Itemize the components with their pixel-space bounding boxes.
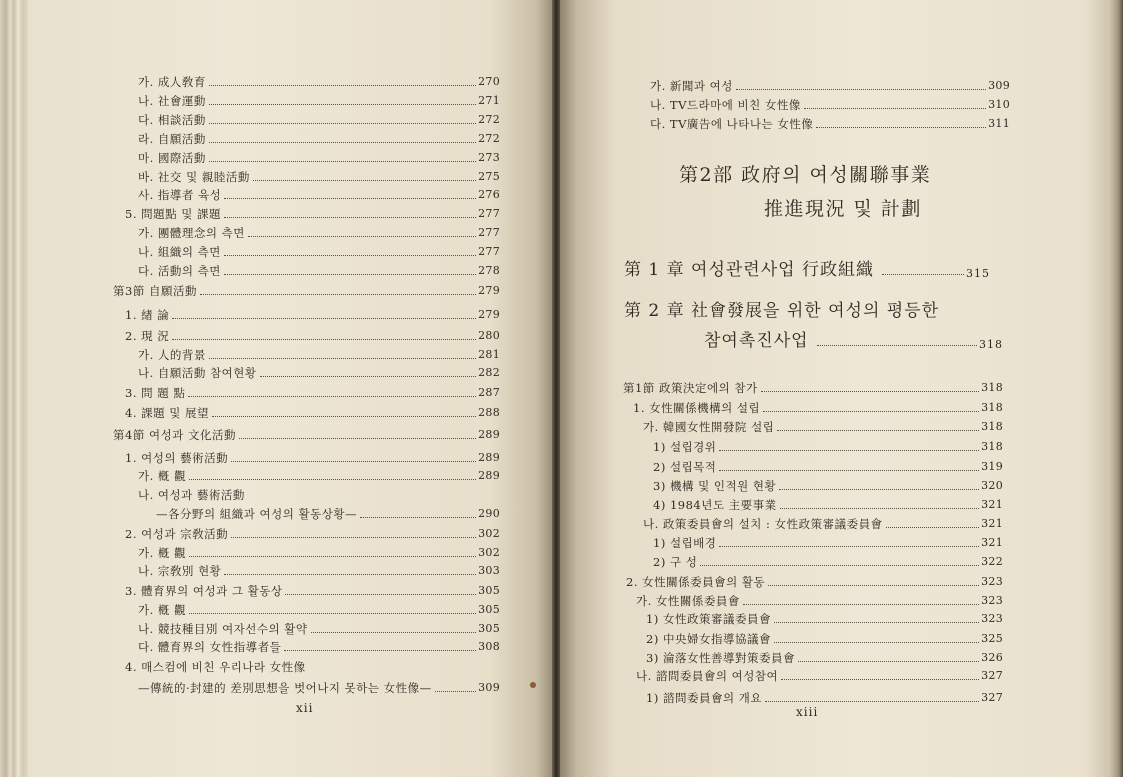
part-heading-line2: 推進現況 및 計劃 bbox=[764, 198, 922, 220]
leader-dots bbox=[172, 318, 476, 319]
leader-dots bbox=[224, 274, 476, 275]
toc-entry-page: 323 bbox=[981, 594, 1003, 607]
leader-dots bbox=[231, 537, 476, 538]
leader-dots bbox=[768, 585, 979, 586]
toc-entry bbox=[138, 679, 500, 695]
toc-entry bbox=[650, 96, 1010, 112]
toc-entry bbox=[125, 658, 306, 674]
toc-entry-page: 272 bbox=[478, 132, 500, 145]
toc-entry bbox=[113, 282, 500, 298]
toc-entry-title: 가. 成人敎育 bbox=[138, 75, 206, 89]
leader-dots bbox=[765, 701, 979, 702]
toc-entry-page: 325 bbox=[981, 632, 1003, 645]
leader-dots bbox=[781, 679, 979, 680]
toc-entry-title: 2) 中央婦女指導協議會 bbox=[646, 632, 771, 646]
leader-dots bbox=[761, 391, 980, 392]
toc-entry-page: 289 bbox=[478, 428, 500, 441]
chapter-1-title: 第 1 章 여성관련사업 行政組織 bbox=[624, 260, 874, 280]
leader-dots bbox=[284, 650, 476, 651]
toc-entry-page: 309 bbox=[988, 79, 1010, 92]
leader-dots bbox=[248, 236, 476, 237]
toc-entry-page: 281 bbox=[478, 348, 500, 361]
toc-entry-page: 302 bbox=[478, 546, 500, 559]
leader-dots bbox=[736, 89, 986, 90]
toc-entry-title: 나. 宗敎別 현황 bbox=[138, 564, 222, 578]
chapter-1-page: 315 bbox=[966, 267, 990, 280]
leader-dots bbox=[212, 416, 476, 417]
chapter-2-page: 318 bbox=[979, 338, 1003, 351]
toc-entry-title: 마. 國際活動 bbox=[138, 151, 206, 165]
toc-entry-title: 나. TV드라마에 비친 女性像 bbox=[650, 98, 801, 112]
toc-entry-title: 3. 問 題 點 bbox=[125, 386, 186, 400]
leader-dots bbox=[285, 594, 476, 595]
toc-entry bbox=[636, 667, 1003, 683]
toc-entry-page: 319 bbox=[981, 460, 1003, 473]
book-page-edges-right bbox=[1108, 0, 1123, 777]
page-number-left: xii bbox=[296, 701, 314, 715]
leader-dots bbox=[719, 546, 979, 547]
leader-dots bbox=[780, 508, 979, 509]
leader-dots bbox=[816, 127, 986, 128]
toc-entry-title: 5. 問題點 및 課題 bbox=[125, 207, 222, 221]
leader-dots bbox=[209, 161, 476, 162]
leader-dots bbox=[224, 255, 476, 256]
toc-entry-page: 318 bbox=[981, 401, 1003, 414]
toc-entry-title: 3. 體育界의 여성과 그 활동상 bbox=[125, 584, 283, 598]
toc-entry-page: 275 bbox=[478, 170, 500, 183]
toc-entry bbox=[646, 649, 1003, 665]
leader-dots bbox=[224, 198, 476, 199]
toc-entry-title: 2) 구 성 bbox=[653, 555, 698, 569]
leader-dots bbox=[435, 691, 476, 692]
toc-entry bbox=[653, 553, 1003, 569]
toc-entry bbox=[138, 364, 500, 380]
toc-entry bbox=[138, 562, 500, 578]
toc-entry bbox=[125, 205, 500, 221]
toc-entry bbox=[653, 534, 1003, 550]
toc-entry bbox=[646, 610, 1003, 626]
toc-entry-page: 270 bbox=[478, 75, 500, 88]
toc-entry bbox=[626, 573, 1003, 589]
toc-entry-title: 第1節 政策決定에의 참가 bbox=[623, 381, 758, 395]
leader-dots bbox=[777, 430, 979, 431]
toc-entry bbox=[623, 379, 1003, 395]
toc-entry-title: 나. 組織의 측면 bbox=[138, 245, 221, 259]
leader-dots bbox=[189, 613, 476, 614]
leader-dots bbox=[224, 217, 476, 218]
toc-entry-title: 라. 自願活動 bbox=[138, 132, 206, 146]
leader-dots bbox=[886, 527, 980, 528]
toc-entry-title: 다. 體育界의 女性指導者들 bbox=[138, 640, 282, 654]
toc-entry-page: 271 bbox=[478, 94, 500, 107]
leader-dots bbox=[779, 489, 979, 490]
leader-dots bbox=[231, 461, 476, 462]
toc-entry-page: 321 bbox=[981, 498, 1003, 511]
toc-entry-title: 다. 相談活動 bbox=[138, 113, 206, 127]
toc-entry bbox=[138, 168, 500, 184]
toc-entry-title: 다. TV廣告에 나타나는 女性像 bbox=[650, 117, 814, 131]
toc-entry-title: 가. 女性關係委員會 bbox=[636, 594, 740, 608]
toc-entry bbox=[646, 689, 1003, 705]
leader-dots bbox=[763, 411, 979, 412]
toc-entry-page: 308 bbox=[478, 640, 500, 653]
toc-entry bbox=[138, 243, 500, 259]
toc-entry bbox=[125, 327, 500, 343]
toc-entry-title: 1. 女性關係機構의 설립 bbox=[633, 401, 761, 415]
toc-entry-page: 272 bbox=[478, 113, 500, 126]
toc-entry-title: 1. 緖 論 bbox=[125, 308, 170, 322]
chapter-2-title-line1: 第 2 章 社會發展을 위한 여성의 평등한 bbox=[624, 301, 940, 321]
toc-entry bbox=[138, 486, 245, 502]
toc-entry-title: 3) 淪落女性善導對策委員會 bbox=[646, 651, 795, 665]
leader-dots bbox=[189, 479, 476, 480]
toc-entry-page: 321 bbox=[981, 517, 1003, 530]
toc-entry-page: 305 bbox=[478, 622, 500, 635]
toc-entry-page: 322 bbox=[981, 555, 1003, 568]
leader-dots bbox=[774, 622, 979, 623]
toc-entry bbox=[650, 77, 1010, 93]
toc-entry bbox=[138, 186, 500, 202]
toc-entry-title: 가. 槪 觀 bbox=[138, 546, 187, 560]
toc-entry bbox=[125, 582, 500, 598]
leader-dots bbox=[817, 345, 977, 346]
toc-entry-title: 2) 설립목적 bbox=[653, 460, 717, 474]
toc-entry bbox=[646, 630, 1003, 646]
toc-entry bbox=[113, 426, 500, 442]
toc-entry-page: 309 bbox=[478, 681, 500, 694]
toc-entry-page: 321 bbox=[981, 536, 1003, 549]
toc-entry-page: 318 bbox=[981, 420, 1003, 433]
right-page bbox=[560, 0, 1108, 777]
toc-entry bbox=[138, 130, 500, 146]
toc-entry bbox=[138, 544, 500, 560]
leader-dots bbox=[700, 565, 979, 566]
toc-entry bbox=[125, 525, 500, 541]
toc-entry bbox=[138, 149, 500, 165]
toc-entry-page: 323 bbox=[981, 575, 1003, 588]
toc-entry bbox=[653, 458, 1003, 474]
chapter-2-line2 bbox=[704, 326, 1003, 351]
toc-entry bbox=[138, 638, 500, 654]
leader-dots bbox=[209, 142, 476, 143]
toc-entry-title: 2. 여성과 宗敎活動 bbox=[125, 527, 229, 541]
toc-entry-page: 279 bbox=[478, 308, 500, 321]
toc-entry bbox=[650, 115, 1010, 131]
toc-entry bbox=[636, 592, 1003, 608]
toc-entry-title: 2. 現 況 bbox=[125, 329, 170, 343]
toc-entry bbox=[138, 601, 500, 617]
toc-entry-title: 가. 槪 觀 bbox=[138, 603, 187, 617]
page-number-right: xiii bbox=[796, 705, 819, 719]
leader-dots bbox=[798, 661, 979, 662]
toc-entry-page: 289 bbox=[478, 469, 500, 482]
toc-entry-page: 277 bbox=[478, 207, 500, 220]
toc-entry-title: 나. 社會運動 bbox=[138, 94, 206, 108]
toc-entry bbox=[138, 111, 500, 127]
toc-entry-title: 1) 女性政策審議委員會 bbox=[646, 612, 771, 626]
toc-entry-page: 290 bbox=[478, 507, 500, 520]
toc-entry-page: 287 bbox=[478, 386, 500, 399]
toc-entry-page: 327 bbox=[981, 691, 1003, 704]
toc-entry-page: 305 bbox=[478, 603, 500, 616]
toc-entry-page: 289 bbox=[478, 451, 500, 464]
leader-dots bbox=[774, 642, 979, 643]
leader-dots bbox=[209, 85, 476, 86]
chapter-1-entry bbox=[624, 255, 990, 280]
toc-entry-title: 바. 社交 및 親睦活動 bbox=[138, 170, 250, 184]
leader-dots bbox=[311, 632, 477, 633]
book-page-edges-left bbox=[0, 0, 28, 777]
toc-entry-title: 2. 女性關係委員會의 활동 bbox=[626, 575, 766, 589]
toc-entry-title: 가. 新聞과 여성 bbox=[650, 79, 733, 93]
toc-entry-page: 273 bbox=[478, 151, 500, 164]
toc-entry bbox=[643, 515, 1003, 531]
toc-entry-title: 사. 指導者 육성 bbox=[138, 188, 222, 202]
leader-dots bbox=[882, 274, 964, 275]
toc-entry-page: 277 bbox=[478, 226, 500, 239]
toc-entry bbox=[138, 467, 500, 483]
toc-entry-title: 4. 課題 및 展望 bbox=[125, 406, 210, 420]
toc-entry bbox=[138, 262, 500, 278]
leader-dots bbox=[253, 180, 476, 181]
chapter-2-title-line2: 참여촉진사업 bbox=[704, 331, 809, 351]
leader-dots bbox=[200, 294, 476, 295]
toc-entry-page: 277 bbox=[478, 245, 500, 258]
toc-entry-page: 320 bbox=[981, 479, 1003, 492]
toc-entry-title: 第3節 自願活動 bbox=[113, 284, 197, 298]
toc-entry-page: 323 bbox=[981, 612, 1003, 625]
leader-dots bbox=[224, 574, 476, 575]
toc-entry-page: 278 bbox=[478, 264, 500, 277]
toc-entry-title: 3) 機構 및 인적원 현황 bbox=[653, 479, 777, 493]
toc-entry-title: 나. 競技種目別 여자선수의 활약 bbox=[138, 622, 308, 636]
part-heading-line1: 第2部 政府의 여성關聯事業 bbox=[679, 164, 932, 186]
toc-entry bbox=[138, 620, 500, 636]
toc-entry-page: 327 bbox=[981, 669, 1003, 682]
toc-entry bbox=[125, 404, 500, 420]
toc-entry bbox=[138, 73, 500, 89]
toc-entry-page: 311 bbox=[988, 117, 1010, 130]
leader-dots bbox=[239, 438, 476, 439]
toc-entry bbox=[653, 496, 1003, 512]
leader-dots bbox=[189, 556, 476, 557]
toc-entry-title: 4) 1984년도 主要事業 bbox=[653, 498, 777, 512]
toc-entry bbox=[138, 92, 500, 108]
toc-entry bbox=[138, 346, 500, 362]
toc-entry-title: 第4節 여성과 文化活動 bbox=[113, 428, 236, 442]
toc-entry-page: 282 bbox=[478, 366, 500, 379]
toc-entry-title: —各分野의 組織과 여성의 활동상황— bbox=[156, 507, 357, 521]
toc-entry-title: —傳統的·封建的 差別思想을 벗어나지 못하는 女性像— bbox=[138, 681, 432, 695]
toc-entry-title: 나. 여성과 藝術活動 bbox=[138, 488, 245, 502]
toc-entry-title: 가. 韓國女性開發院 설립 bbox=[643, 420, 775, 434]
toc-entry-title: 1. 여성의 藝術活動 bbox=[125, 451, 229, 465]
leader-dots bbox=[172, 339, 476, 340]
toc-entry bbox=[653, 438, 1003, 454]
leader-dots bbox=[743, 604, 979, 605]
toc-entry bbox=[156, 505, 500, 521]
leader-dots bbox=[804, 108, 986, 109]
toc-entry-title: 1) 설립경위 bbox=[653, 440, 717, 454]
toc-entry-title: 가. 人的背景 bbox=[138, 348, 206, 362]
toc-entry-page: 318 bbox=[981, 440, 1003, 453]
toc-entry-title: 가. 槪 觀 bbox=[138, 469, 187, 483]
toc-entry bbox=[643, 418, 1003, 434]
leader-dots bbox=[188, 396, 476, 397]
toc-entry bbox=[653, 477, 1003, 493]
toc-entry-page: 280 bbox=[478, 329, 500, 342]
toc-entry-page: 302 bbox=[478, 527, 500, 540]
leader-dots bbox=[209, 123, 476, 124]
toc-entry-page: 303 bbox=[478, 564, 500, 577]
ink-spot bbox=[530, 682, 536, 688]
leader-dots bbox=[360, 517, 476, 518]
toc-entry-page: 318 bbox=[981, 381, 1003, 394]
toc-entry-page: 310 bbox=[988, 98, 1010, 111]
leader-dots bbox=[209, 358, 476, 359]
toc-entry bbox=[125, 306, 500, 322]
chapter-2-line1 bbox=[624, 296, 939, 321]
toc-entry-page: 305 bbox=[478, 584, 500, 597]
toc-entry-page: 326 bbox=[981, 651, 1003, 664]
book-gutter bbox=[552, 0, 560, 777]
toc-entry bbox=[125, 384, 500, 400]
leader-dots bbox=[260, 376, 477, 377]
toc-entry-page: 276 bbox=[478, 188, 500, 201]
toc-entry-page: 279 bbox=[478, 284, 500, 297]
toc-entry-title: 나. 政策委員會의 설치 : 女性政策審議委員會 bbox=[643, 517, 883, 531]
toc-entry-title: 가. 團體理念의 측면 bbox=[138, 226, 245, 240]
toc-entry bbox=[125, 449, 500, 465]
leader-dots bbox=[719, 450, 979, 451]
left-page bbox=[28, 0, 552, 777]
leader-dots bbox=[209, 104, 476, 105]
toc-entry-title: 나. 諮問委員會의 여성참여 bbox=[636, 669, 779, 683]
toc-entry bbox=[633, 399, 1003, 415]
toc-entry-title: 1) 설립배경 bbox=[653, 536, 717, 550]
toc-entry-title: 4. 매스컴에 비친 우리나라 女性像 bbox=[125, 660, 306, 674]
toc-entry-title: 다. 活動의 측면 bbox=[138, 264, 221, 278]
leader-dots bbox=[719, 470, 979, 471]
toc-entry-title: 나. 自願活動 참여현황 bbox=[138, 366, 257, 380]
toc-entry bbox=[138, 224, 500, 240]
toc-entry-title: 1) 諮問委員會의 개요 bbox=[646, 691, 762, 705]
toc-entry-page: 288 bbox=[478, 406, 500, 419]
